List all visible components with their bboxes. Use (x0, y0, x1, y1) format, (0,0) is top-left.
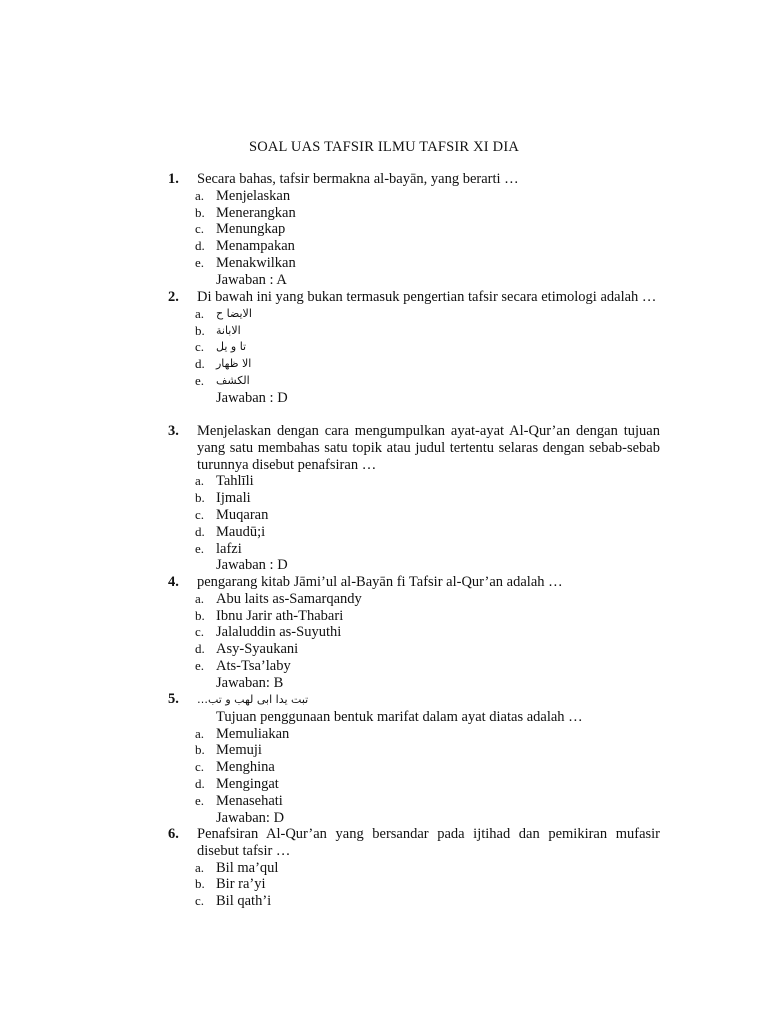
option-c (168, 339, 660, 356)
option-letter: e. (195, 792, 205, 808)
question-1 (168, 171, 660, 289)
answer-key: Jawaban: B (216, 674, 284, 691)
option-a (168, 726, 660, 743)
option-text: Ijmali (216, 490, 251, 507)
option-text: Maudū;i (216, 523, 266, 540)
question-5 (168, 691, 660, 826)
option-letter: d. (195, 238, 205, 254)
question-text: Menjelaskan dengan cara mengumpulkan ayat-ayat Al-Qur’an dengan tujuan yang satu membahas satu topik atau judul tertentu selaras dengan sebab-sebab turunnya disebut penafsiran … (197, 423, 660, 473)
option-letter: a. (195, 187, 205, 203)
option-text: lafzi (216, 540, 242, 557)
option-letter: c. (195, 624, 205, 640)
option-text: Bir ra’yi (216, 876, 266, 893)
option-a (168, 188, 660, 205)
question-number: 2. (168, 289, 179, 305)
option-e (168, 373, 660, 390)
answer-key: Jawaban : A (216, 271, 287, 288)
option-e (168, 658, 660, 675)
option-text: Menghina (216, 759, 275, 776)
option-letter: e. (195, 254, 205, 270)
option-text: Bil ma’qul (216, 859, 279, 876)
option-text: Ats-Tsa’laby (216, 657, 291, 674)
option-letter: b. (195, 876, 205, 892)
option-text: Memuliakan (216, 725, 290, 742)
option-letter: a. (195, 859, 205, 875)
question-arabic-verse (197, 691, 660, 709)
option-b (168, 323, 660, 340)
option-a (168, 860, 660, 877)
option-letter: b. (195, 322, 205, 338)
option-letter: c. (195, 506, 205, 522)
option-c (168, 893, 660, 910)
option-d (168, 524, 660, 541)
question-2 (168, 289, 660, 407)
option-letter: d. (195, 356, 205, 372)
option-letter: d. (195, 523, 205, 539)
option-d (168, 356, 660, 373)
option-text: الا ظهار (216, 357, 252, 371)
option-text: الابانة (216, 323, 241, 337)
option-letter: b. (195, 204, 205, 220)
option-text: Bil qath’i (216, 893, 272, 910)
option-letter: a. (195, 473, 205, 489)
option-text: Menakwilkan (216, 254, 296, 271)
option-e (168, 793, 660, 810)
option-text: Jalaluddin as-Suyuthi (216, 624, 342, 641)
option-letter: b. (195, 742, 205, 758)
option-text: الكشف (216, 373, 250, 387)
option-b (168, 205, 660, 222)
answer-key: Jawaban : D (216, 557, 288, 574)
option-text: Memuji (216, 742, 262, 759)
question-number: 1. (168, 171, 179, 187)
option-letter: c. (195, 759, 205, 775)
question-number: 6. (168, 826, 179, 842)
option-text: Abu laits as-Samarqandy (216, 590, 362, 607)
option-letter: c. (195, 893, 205, 909)
option-a (168, 473, 660, 490)
question-4 (168, 574, 660, 692)
question-text: Tujuan penggunaan bentuk marifat dalam ayat diatas adalah … (216, 708, 583, 725)
option-d (168, 776, 660, 793)
arabic-verse-text: تبت يدا ابى لهب و تب… (197, 693, 309, 706)
question-3 (168, 423, 660, 574)
option-text: Mengingat (216, 775, 279, 792)
option-letter: e. (195, 657, 205, 673)
option-text: Menampakan (216, 238, 295, 255)
option-letter: a. (195, 590, 205, 606)
question-text: Secara bahas, tafsir bermakna al-bayān, yang berarti … (197, 171, 519, 187)
option-e (168, 255, 660, 272)
option-text: Tahlīli (216, 473, 254, 490)
option-text: تا و يل (216, 340, 247, 354)
question-number: 4. (168, 574, 179, 590)
option-text: Ibnu Jarir ath-Thabari (216, 607, 344, 624)
option-b (168, 742, 660, 759)
option-letter: a. (195, 305, 205, 321)
option-d (168, 238, 660, 255)
option-letter: e. (195, 372, 205, 388)
option-a (168, 306, 660, 323)
question-text: pengarang kitab Jāmi’ul al-Bayān fi Tafsir al-Qur’an adalah … (197, 574, 563, 590)
option-letter: d. (195, 775, 205, 791)
option-e (168, 541, 660, 558)
question-text: Di bawah ini yang bukan termasuk pengertian tafsir secara etimologi adalah … (197, 289, 657, 305)
option-b (168, 608, 660, 625)
option-letter: b. (195, 607, 205, 623)
option-b (168, 876, 660, 893)
option-text: Menungkap (216, 221, 286, 238)
question-text: Penafsiran Al-Qur’an yang bersandar pada ijtihad dan pemikiran mufasir disebut tafsir … (197, 826, 660, 859)
option-text: Asy-Syaukani (216, 641, 299, 658)
option-letter: b. (195, 490, 205, 506)
option-text: الايضا ح (216, 306, 252, 320)
option-c (168, 624, 660, 641)
option-b (168, 490, 660, 507)
option-text: Menjelaskan (216, 187, 291, 204)
question-6 (168, 826, 660, 910)
answer-key: Jawaban : D (216, 389, 288, 406)
option-a (168, 591, 660, 608)
option-letter: d. (195, 641, 205, 657)
option-letter: e. (195, 540, 205, 556)
option-letter: c. (195, 221, 205, 237)
page-title: SOAL UAS TAFSIR ILMU TAFSIR XI DIA (248, 139, 520, 155)
option-c (168, 759, 660, 776)
option-text: Menasehati (216, 792, 283, 809)
option-letter: a. (195, 725, 205, 741)
option-c (168, 221, 660, 238)
question-number: 5. (168, 691, 179, 707)
question-number: 3. (168, 423, 179, 439)
option-c (168, 507, 660, 524)
option-d (168, 641, 660, 658)
answer-key: Jawaban: D (216, 809, 285, 826)
option-text: Muqaran (216, 506, 269, 523)
option-text: Menerangkan (216, 204, 296, 221)
option-letter: c. (195, 339, 205, 355)
